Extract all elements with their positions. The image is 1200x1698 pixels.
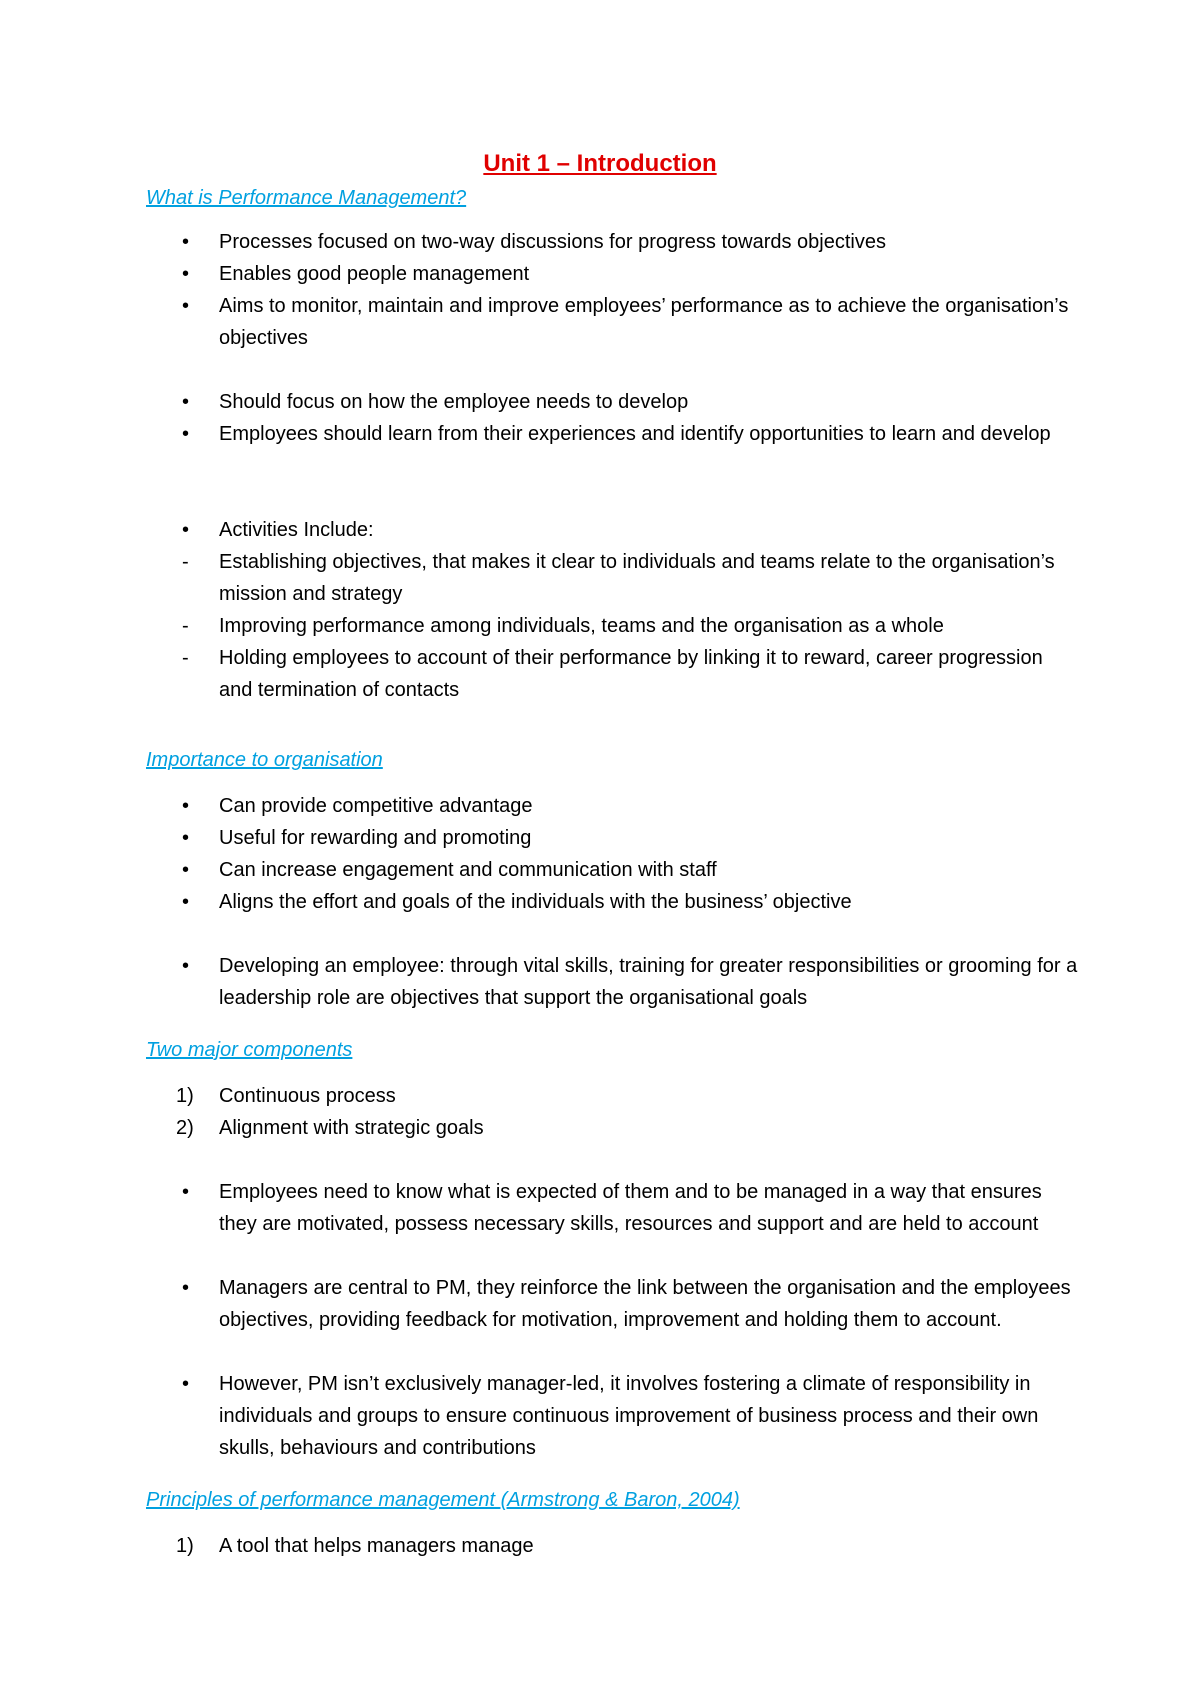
bullet-marker: •	[182, 827, 190, 849]
section-heading-what-is-pm: What is Performance Management?	[146, 187, 467, 209]
list-item-text: Employees should learn from their experiences and identify opportunities to learn and develop	[219, 423, 1051, 445]
list-item-text: Processes focused on two-way discussions for progress towards objectives	[219, 231, 886, 253]
bullet-marker: •	[182, 955, 190, 977]
list-item-text: Establishing objectives, that makes it clear to individuals and teams relate to the organisation’s mission and strategy	[219, 551, 1055, 605]
dash-marker: -	[182, 647, 189, 669]
list-item-text: Developing an employee: through vital skills, training for greater responsibilities or grooming for a leadership role are objectives that support the organisational goals	[219, 955, 1078, 1009]
numbered-item-text: Alignment with strategic goals	[219, 1117, 484, 1139]
bullet-marker: •	[182, 795, 190, 817]
list-item-text: Can provide competitive advantage	[219, 795, 533, 817]
list-item-text: Improving performance among individuals, teams and the organisation as a whole	[219, 615, 944, 637]
bullet-marker: •	[182, 295, 190, 317]
list-item-text: Aims to monitor, maintain and improve employees’ performance as to achieve the organisation’s objectives	[219, 295, 1069, 349]
bullet-marker: •	[182, 391, 190, 413]
dash-marker: -	[182, 551, 189, 573]
bullet-marker: •	[182, 231, 190, 253]
list-item-text: Employees need to know what is expected of them and to be managed in a way that ensures they are motivated, possess necessary skills, resources and support and are held to account	[219, 1181, 1042, 1235]
page-title: Unit 1 – Introduction	[483, 150, 717, 177]
list-item-text: Holding employees to account of their performance by linking it to reward, career progression and termination of contacts	[219, 647, 1043, 701]
numbered-item-text: Continuous process	[219, 1085, 396, 1107]
section-heading-importance: Importance to organisation	[146, 749, 383, 771]
bullet-marker: •	[182, 891, 190, 913]
list-item-text: Should focus on how the employee needs to develop	[219, 391, 689, 413]
number-marker: 2)	[176, 1117, 194, 1139]
list-item-text: Useful for rewarding and promoting	[219, 827, 532, 849]
section-heading-two-components: Two major components	[146, 1039, 353, 1061]
bullet-marker: •	[182, 519, 190, 541]
bullet-marker: •	[182, 1277, 190, 1299]
dash-marker: -	[182, 615, 189, 637]
list-item-text: However, PM isn’t exclusively manager-led, it involves fostering a climate of responsibility in individuals and groups to ensure continuous improvement of business process and their own skulls, behaviours and contributions	[219, 1373, 1039, 1459]
list-item-text: Aligns the effort and goals of the individuals with the business’ objective	[219, 891, 852, 913]
number-marker: 1)	[176, 1535, 194, 1557]
list-item-text: Activities Include:	[219, 519, 374, 541]
list-item-text: Can increase engagement and communication with staff	[219, 859, 717, 881]
bullet-marker: •	[182, 1373, 190, 1395]
bullet-marker: •	[182, 423, 190, 445]
bullet-marker: •	[182, 859, 190, 881]
numbered-item-text: A tool that helps managers manage	[219, 1535, 534, 1557]
number-marker: 1)	[176, 1085, 194, 1107]
list-item-text: Managers are central to PM, they reinforce the link between the organisation and the employees objectives, providing feedback for motivation, improvement and holding them to account.	[219, 1277, 1071, 1331]
bullet-marker: •	[182, 263, 190, 285]
bullet-marker: •	[182, 1181, 190, 1203]
list-item-text: Enables good people management	[219, 263, 530, 285]
section-heading-principles: Principles of performance management (Armstrong & Baron, 2004)	[146, 1489, 740, 1511]
